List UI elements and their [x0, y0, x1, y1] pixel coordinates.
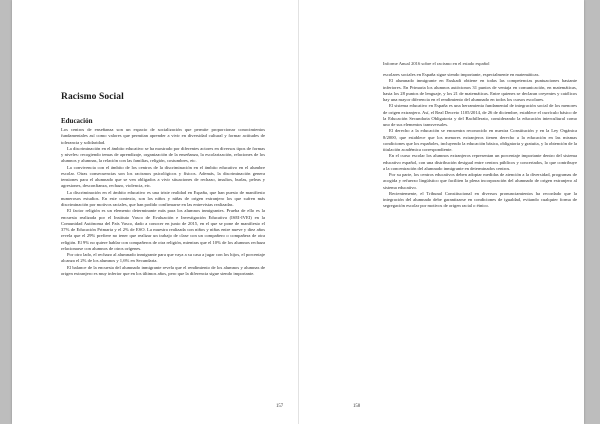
- paragraph: La convivencia con el ámbito de los centros de la discriminación en el ámbito educativo en el alumbre escolar. Otras consecuencias son los racismos psicológicos y físicos. Además, la discriminación genera tensiones para el alumnado que se ven obligados a vivir situaciones de rechazo, insultos, burlas, peleas y agresiones, desconfianza, rechazo, violencia, etc.: [61, 164, 265, 189]
- paragraph: El derecho a la educación se encuentra reconocido en nuestra Constitución y en la Ley Orgánica 8/2000, que establece que los menores extranjeros tienen derecho a la educación en las mismas condiciones que los españoles, incluyendo la educación básica, obligatoria y gratuita, y la obtención de la titulación académica correspondiente.: [383, 128, 577, 152]
- paragraph: La discriminación en el ámbito educativo se ha mostrado por diferentes actores en diversos tipos de formas y niveles: recogiendo temas de aprendizaje, organización de la enseñanza, la escolarización, relaciones de los alumnos y alumnas, la relación con las familias, religión, costumbres, etc.: [61, 145, 265, 164]
- book-spread: [12, 0, 584, 424]
- paragraph: La discriminación en el ámbito educativo es una triste realidad en España, que han puesto de manifiesto numerosos estudios. En este contexto, son los niños y niñas de origen extranjero los que sufren más discriminación por motivos raciales, que han podido confirmarse en las entrevistas realizadas.: [61, 189, 265, 207]
- section-title: Educación: [61, 117, 93, 125]
- paragraph: En el curso escolar los alumnos extranjeros representan un porcentaje importante dentro del sistema educativo español, con una distribución desigual entre centros públicos y concertados, lo que contribuye a la concentración del alumnado inmigrante en determinados centros.: [383, 153, 577, 171]
- running-header: Informe Anual 2016 sobre el racismo en el estado español: [383, 61, 490, 66]
- paragraph: El alumnado inmigrante en Euskadi obtiene en todas las competencias puntuaciones bastante inferiores. En Primaria los alumnos autóctonos 31 puntos de ventaja en comunicación, en matemáticas, hasta los 28 puntos de lenguaje, y los 21 de matemáticas. Entre quienes se declaran creyentes y católicos hay una mayor diferencia en el rendimiento del alumnado en todos los cursos escolares.: [383, 78, 577, 102]
- page-gutter: [298, 0, 299, 424]
- paragraph: Por otro lado, el rechazo al alumnado inmigrante para que vaya a su casa a jugar con los hijos, el porcentaje alcanza el 2% de los alumnos y 1,6% en Secundaria.: [61, 252, 265, 264]
- page-number-right: 158: [353, 404, 361, 409]
- right-page: [348, 0, 580, 424]
- paragraph: Por su parte, los centros educativos deben adoptar medidas de atención a la diversidad, programas de acogida y refuerzo lingüístico que faciliten la plena incorporación del alumnado de origen extranjero al sistema educativo.: [383, 172, 577, 190]
- paragraph: El balance de la encuesta del alumnado inmigrante revela que el rendimiento de los alumnos y alumnas de origen extranjero es muy inferior que en los últimos años, pero que la diferencia sigue siendo importante.: [61, 264, 265, 276]
- paragraph: escolares sociales en España sigue siendo importante, especialmente en matemáticas.: [383, 72, 540, 77]
- chapter-title: Racismo Social: [61, 92, 124, 102]
- paragraph: Recientemente, el Tribunal Constitucional en diversos pronunciamientos ha recordado que la integración del alumnado debe garantizarse en condiciones de igualdad, evitando cualquier forma de segregación escolar por motivos de origen racial o étnico.: [383, 190, 577, 209]
- paragraph: El sistema educativo en España es una herramienta fundamental de integración social de los menores de origen extranjero. Así, el Real Decreto 1105/2014, de 26 de diciembre, establece el currículo básico de la Educación Secundaria Obligatoria y del Bachillerato, considerando la educación intercultural como uno de sus elementos transversales.: [383, 103, 577, 127]
- right-body-text: [383, 72, 577, 210]
- left-body-text: [61, 127, 265, 277]
- paragraph: El factor religión es un elemento determinante más para los alumnos inmigrantes. Prueba de ello es la encuesta realizada por el Instituto Vasco de Evaluación e Investigación Educativa (ISEI-IVEI) en la Comunidad Autónoma del País Vasco, dado a conocer en junio de 2015, en el que se pone de manifiesto el 37% de Educación Primaria y el 2% de ESO. La muestra realizada con niños y niñas entre nueve y diez años revela que el 29% prefiere no tener que realizar un trabajo de clase con un compañero o compañera de otra religión. El 9% no quiere hablar con compañeros de otra religión, mientras que el 10% de los alumnos rechaza relacionarse con alumnos de otros orígenes.: [61, 208, 265, 251]
- left-page: [30, 0, 282, 424]
- paragraph: Los centros de enseñanza son un espacio de socialización que permite proporcionar conocimientos fundamentales así como valores que permitan aprender a vivir en diversidad cultural y formar actitudes de tolerancia y solidaridad.: [61, 127, 265, 145]
- page-number-left: 157: [276, 404, 284, 409]
